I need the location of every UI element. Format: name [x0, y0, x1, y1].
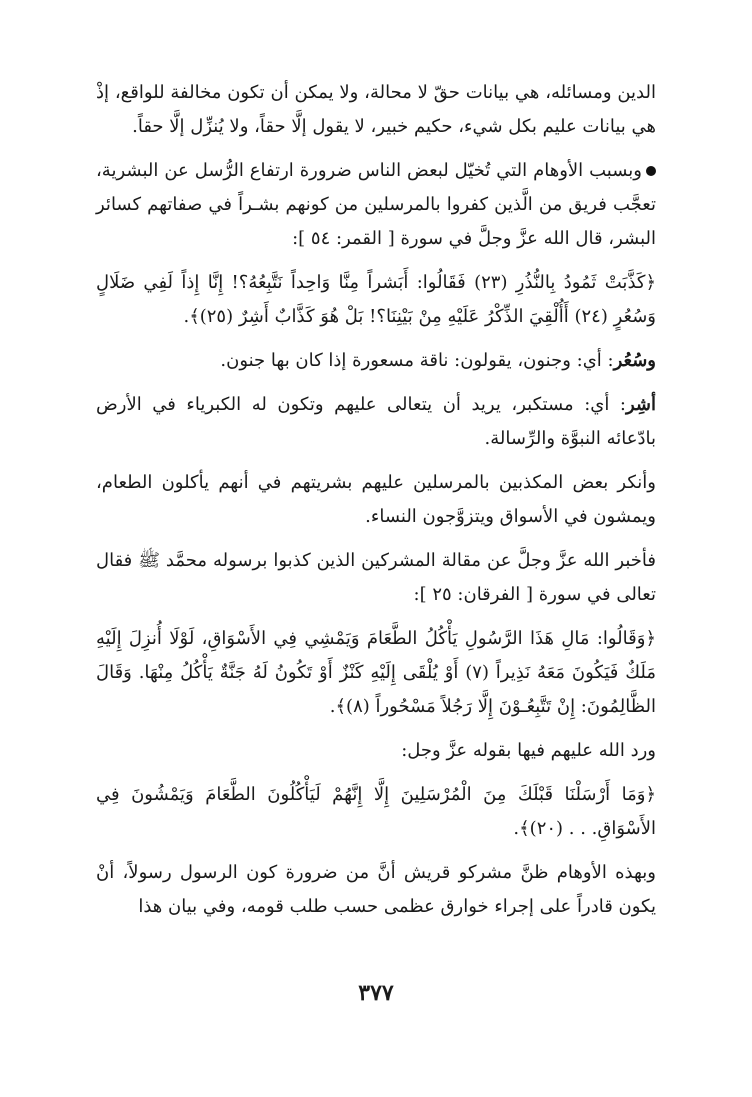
- definition-text-ashir: : أي: مستكبر، يريد أن يتعالى عليهم وتكون له الكبرياء في الأرض بادّعائه النبوَّة والرِّسالة.: [96, 394, 656, 449]
- definition-term-suur: وسُعُر: [613, 350, 656, 371]
- definition-suur: [96, 344, 656, 378]
- paragraph-4: فأخبر الله عزَّ وجلَّ عن مقالة المشركين الذين كذبوا برسوله محمَّد ﷺ فقال تعالى في سورة [ الفرقان: ٢٥ ]:: [96, 550, 656, 605]
- paragraph-6: وبهذه الأوهام ظنَّ مشركو قريش أنَّ من ضرورة كون الرسول رسولاً، أنْ يكون قادراً على إجراء خوارق عظمى حسب طلب قومه، وفي بيان هذا: [96, 862, 656, 917]
- paragraph-5: ورد الله عليهم فيها بقوله عزَّ وجل:: [401, 740, 656, 761]
- bullet-icon: [646, 166, 656, 176]
- paragraph-2-text: وبسبب الأوهام التي تُخيّل لبعض الناس ضرورة ارتفاع الرُّسل عن البشرية، تعجَّب فريق من الَّذين كفروا بالمرسلين من كونهم بشـراً في صفاتهم كسائر البشر، قال الله عزَّ وجلَّ في سورة [ القمر: ٥٤ ]:: [96, 160, 656, 249]
- definition-ashir: [96, 388, 656, 456]
- paragraph-1: الدين ومسائله، هي بيانات حقّ لا محالة، ولا يمكن أن تكون مخالفة للواقع، إذْ هي بيانات عليم بكل شيء، حكيم خبير، لا يقول إلَّا حقاً، ولا يُنزِّل إلَّا حقاً.: [96, 82, 656, 137]
- definition-text-suur: : أي: وجنون، يقولون: ناقة مسعورة إذا كان بها جنون.: [220, 350, 614, 371]
- paragraph-3: وأنكر بعض المكذبين بالمرسلين عليهم بشريتهم في أنهم يأكلون الطعام، ويمشون في الأسواق ويتزوَّجون النساء.: [96, 472, 656, 527]
- page-number: ٣٧٧: [358, 980, 394, 1006]
- definition-term-ashir: أشِر: [625, 394, 656, 415]
- paragraph-2: [96, 154, 656, 256]
- quran-verse-furqan-2: ﴿وَمَا أَرْسَلْنَا قَبْلَكَ مِنَ الْمُرْسَلِينَ إِلَّا إِنَّهُمْ لَيَأْكُلُونَ الطَّعَامَ وَيَمْشُونَ فِي الأَسْوَاقِ. . . (٢٠)﴾.: [96, 784, 656, 839]
- quran-verse-qamar: ﴿كَذَّبَتْ ثَمُودُ بِالنُّذُرِ (٢٣) فَقَالُوا: أَبَشراً مِنَّا وَاحِداً نَتَّبِعُهُ؟! إِنَّا إِذاً لَفِي ضَلَالٍ وَسُعُرٍ (٢٤) أَأُلْقِيَ الذِّكْرُ عَلَيْهِ مِنْ بَيْنِنَا؟! بَلْ هُوَ كَذَّابٌ أَشِرٌ (٢٥)﴾.: [96, 272, 657, 327]
- quran-verse-furqan-1: ﴿وَقَالُوا: مَالِ هَذَا الرَّسُولِ يَأْكُلُ الطَّعَامَ وَيَمْشِي فِي الأَسْوَاقِ، لَوْلَا أُنزِلَ إِلَيْهِ مَلَكٌ فَيَكُونَ مَعَهُ نَذِيراً (٧) أَوْ يُلْقَى إِلَيْهِ كَنْزٌ أَوْ تَكُونُ لَهُ جَنَّةٌ يَأْكُلُ مِنْهَا. وَقَالَ الظَّالِمُونَ: إِنْ تَتَّبِعُـوْنَ إِلَّا رَجُلاً مَسْحُوراً (٨)﴾.: [96, 628, 656, 717]
- page-body: [96, 76, 656, 934]
